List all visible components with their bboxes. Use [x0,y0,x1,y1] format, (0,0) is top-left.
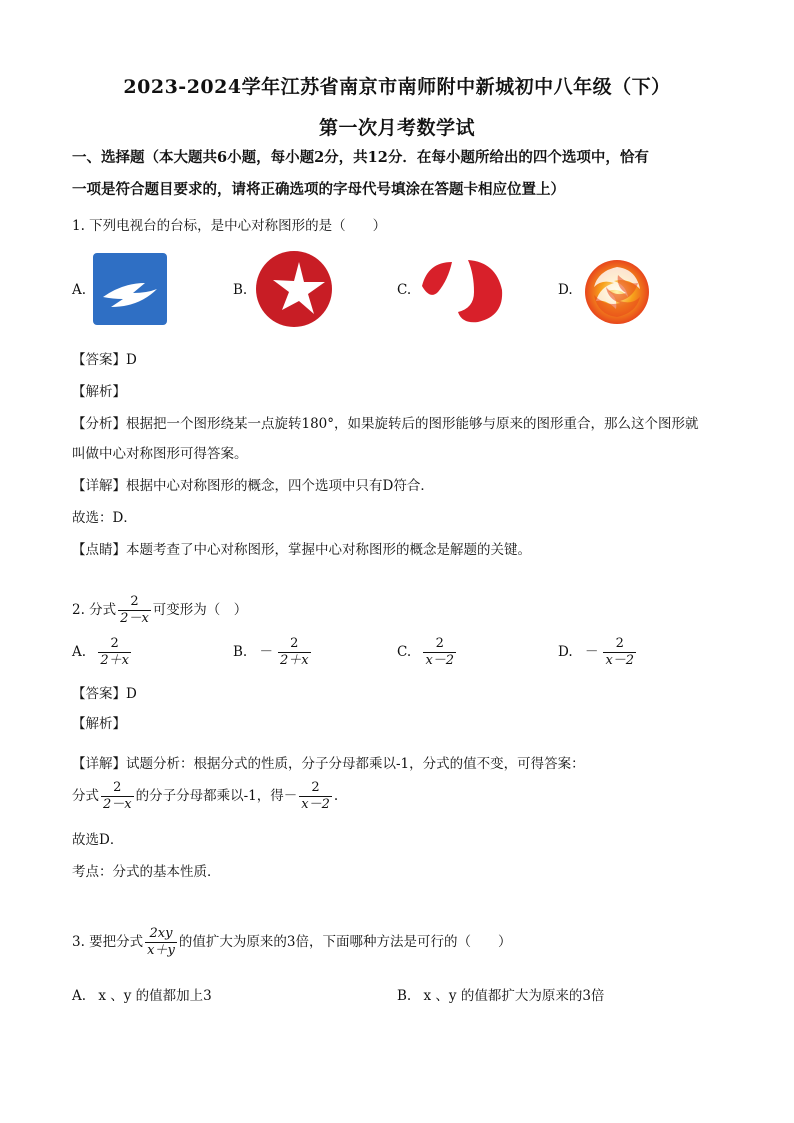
q1-fenxi-line1: 【分析】根据把一个图形绕某一点旋转180°，如果旋转后的图形能够与原来的图形重合，那么这个图形就 [72,416,699,432]
q2-option-c-frac [423,636,456,669]
q2-suffix: 可变形为（ ） [152,602,248,618]
section-heading-line1: 一、选择题（本大题共6小题，每小题2分，共12分．在每小题所给出的四个选项中，恰有 [72,149,649,166]
page-title-line1: 2023-2024学年江苏省南京市南师附中新城初中八年级（下） [123,76,671,98]
q2-option-d [558,636,638,669]
q2-num: 2. 分式 [72,602,117,618]
q2-work-end: . [333,788,339,804]
q1-option-c-label: C. [397,282,412,298]
q2-option-b [233,636,313,669]
star-logo-icon [255,250,333,328]
q2-detail: 【详解】试题分析：根据分式的性质，分子分母都乘以-1，分式的值不变，可得答案： [72,756,585,772]
q3-frac-den: x＋y [147,943,175,958]
q3-option-b-label: B. [397,988,412,1004]
q2-option-c-label: C. [397,644,412,660]
q2-work-frac1 [101,780,134,813]
page-title-line2: 第一次月考数学试 [318,117,475,139]
q1-answer: 【答案】D [72,352,137,368]
phoenix-tv-logo-icon [584,259,650,325]
q2-work-prefix: 分式 [72,788,99,804]
q2-work-frac2-num: 2 [311,780,320,795]
q2-option-b-den: 2＋x [280,653,309,668]
q1-analysis: 【解析】 [72,384,126,400]
q2-option-a [72,636,133,669]
q3-option-a-label: A. [72,988,87,1004]
q1-option-b-label: B. [233,282,248,298]
q2-option-c-num: 2 [435,636,444,651]
q1-stem: 1. 下列电视台的台标，是中心对称图形的是（ ） [72,218,387,234]
q2-option-d-den: x－2 [605,653,635,668]
q2-option-a-label: A. [72,644,87,660]
q2-option-b-label: B. [233,644,248,660]
q2-option-c-den: x－2 [425,653,455,668]
q3-fraction [145,926,177,959]
q3-option-a [72,984,212,1004]
q1-detail: 【详解】根据中心对称图形的概念，四个选项中只有D符合． [72,478,434,494]
q1-choose: 故选：D． [72,510,137,526]
q2-work-mid: 的分子分母都乘以-1，得－ [135,788,298,804]
q3-frac-num: 2xy [149,926,173,941]
q1-fenxi-line2: 叫做中心对称图形可得答案。 [72,446,248,462]
q2-frac-den: 2－x [120,611,149,626]
q2-option-d-label: D. [558,644,573,660]
q2-work [72,780,338,813]
q2-option-d-num: 2 [615,636,624,651]
q2-choose: 故选D． [72,832,124,848]
q3-option-b-text: x 、y 的值都扩大为原来的3倍 [423,988,605,1004]
red-abstract-logo-icon [418,256,504,324]
q2-option-d-sign: － [584,644,599,660]
q2-fraction [118,594,151,627]
q3-stem [72,926,511,959]
q2-work-frac2 [299,780,332,813]
q3-num: 3. 要把分式 [72,934,144,950]
q2-work-frac1-den: 2－x [103,797,132,812]
q2-option-c [397,636,458,669]
q1-option-a-label: A. [72,282,87,298]
q3-option-b [397,984,604,1004]
q2-answer: 【答案】D [72,686,137,702]
q3-option-a-text: x 、y 的值都加上3 [98,988,212,1004]
q2-stem [72,594,247,627]
q2-option-a-frac [98,636,131,669]
q1-option-d-label: D. [558,282,573,298]
q2-option-a-den: 2＋x [100,653,129,668]
q2-option-a-num: 2 [110,636,119,651]
section-heading-line2: 一项是符合题目要求的，请将正确选项的字母代号填涂在答题卡相应位置上） [72,181,565,198]
q3-suffix: 的值扩大为原来的3倍，下面哪种方法是可行的（ ） [178,934,512,950]
q2-work-frac2-den: x－2 [301,797,330,812]
q1-comment: 【点睛】本题考查了中心对称图形，掌握中心对称图形的概念是解题的关键。 [72,542,531,558]
q2-option-b-frac [278,636,311,669]
q2-option-b-sign: － [259,644,274,660]
q2-work-frac1-num: 2 [113,780,122,795]
q2-frac-num: 2 [130,594,139,609]
q2-option-b-num: 2 [290,636,299,651]
q2-analysis: 【解析】 [72,716,126,732]
q2-point: 考点：分式的基本性质． [72,864,221,880]
section-heading [72,142,732,206]
zhejiang-tv-logo-icon [93,253,167,325]
q2-option-d-frac [603,636,636,669]
